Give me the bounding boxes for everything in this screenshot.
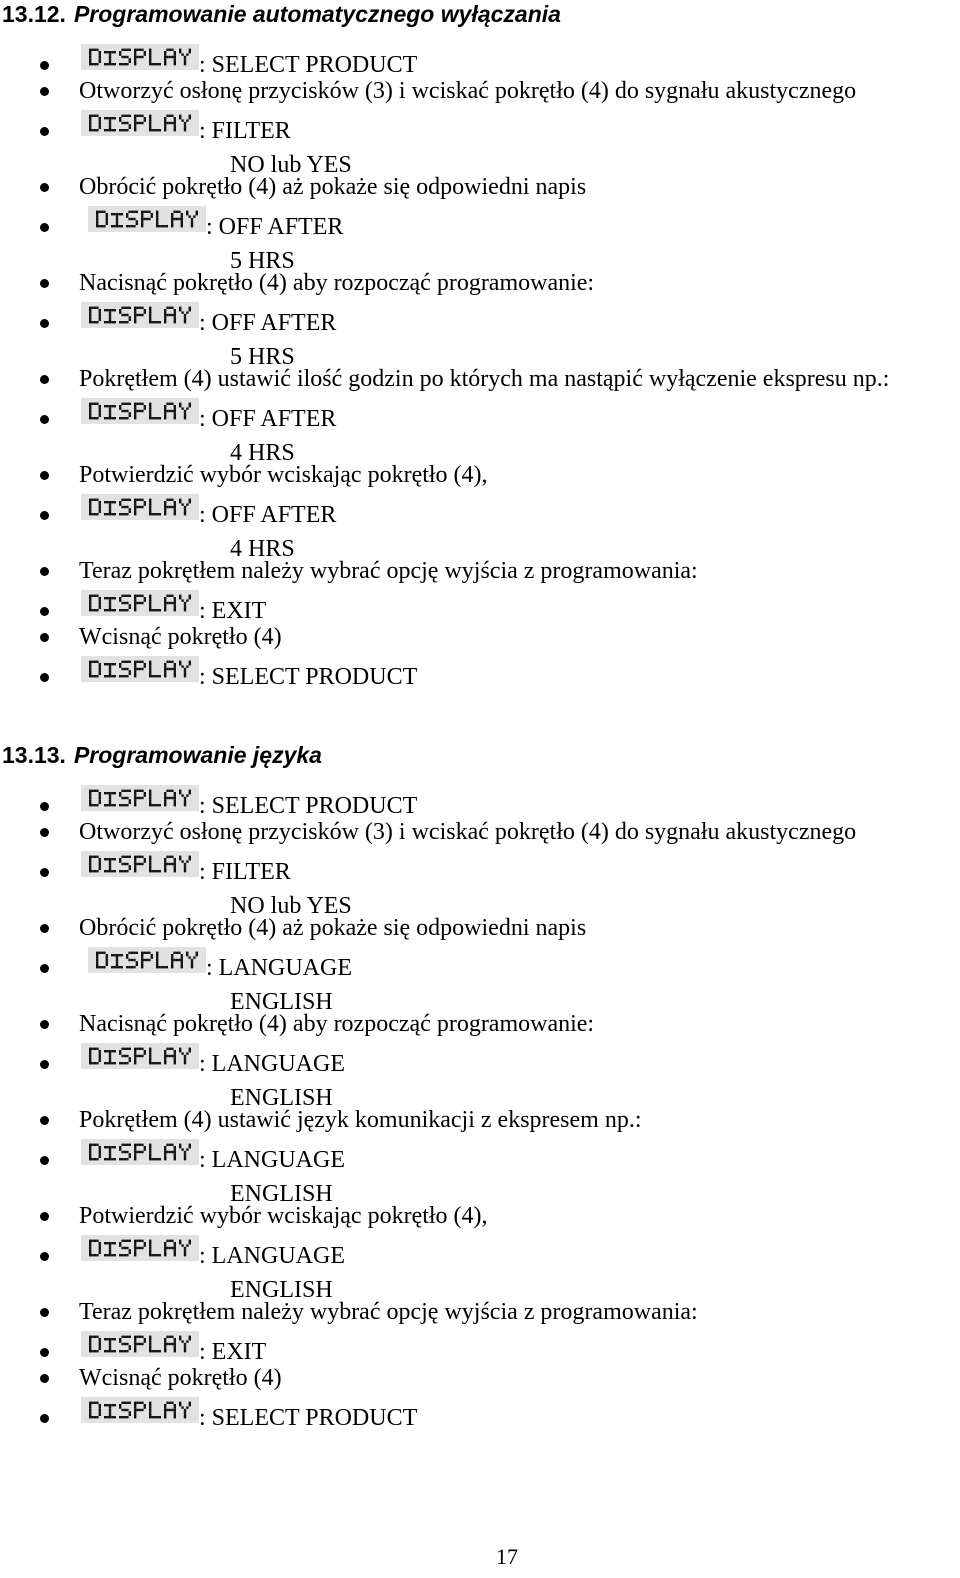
lcd-display-icon — [81, 1331, 199, 1357]
display-value: : OFF AFTER — [199, 406, 337, 432]
lcd-display-icon — [81, 851, 199, 877]
display-readout — [81, 656, 417, 692]
bullet — [40, 802, 49, 811]
display-readout — [81, 1331, 266, 1367]
page-number: 17 — [496, 1544, 518, 1569]
display-value: : FILTER — [199, 118, 291, 144]
bullet — [40, 319, 49, 328]
instruction-text: Nacisnąć pokrętło (4) aby rozpocząć programowanie: — [79, 1011, 595, 1037]
display-readout — [81, 1139, 345, 1175]
display-readout — [81, 1397, 417, 1433]
section-number: 13.12. — [2, 1, 66, 27]
bullet — [40, 1252, 49, 1261]
section-title: Programowanie języka — [73, 742, 322, 768]
display-readout — [81, 1043, 345, 1079]
instruction-text: Wcisnąć pokrętło (4) — [79, 624, 282, 650]
lcd-display-icon — [81, 1139, 199, 1165]
display-value: : LANGUAGE — [206, 955, 352, 981]
instruction-text: Obrócić pokrętło (4) aż pokaże się odpowiedni napis — [79, 915, 587, 941]
instruction-text: Otworzyć osłonę przycisków (3) i wciskać pokrętło (4) do sygnału akustycznego — [79, 819, 857, 845]
display-readout — [81, 785, 417, 821]
lcd-display-icon — [81, 1397, 199, 1423]
section-title: Programowanie automatycznego wyłączania — [73, 1, 561, 27]
bullet — [40, 415, 49, 424]
bullet — [40, 127, 49, 136]
instruction-text: Pokrętłem (4) ustawić język komunikacji z ekspresem np.: — [79, 1107, 642, 1133]
bullet — [40, 673, 49, 682]
lcd-display-icon — [81, 302, 199, 328]
display-second-line: NO lub YES — [230, 152, 352, 178]
display-value: : OFF AFTER — [199, 310, 337, 336]
display-value: : SELECT PRODUCT — [199, 1405, 418, 1431]
display-second-line: ENGLISH — [230, 989, 333, 1015]
bullet — [40, 964, 49, 973]
display-value: : SELECT PRODUCT — [199, 52, 418, 78]
lcd-display-icon — [88, 947, 206, 973]
bullet — [40, 1414, 49, 1423]
bullet — [40, 511, 49, 520]
bullet — [40, 87, 49, 96]
section-heading — [2, 0, 561, 28]
lcd-display-icon — [81, 494, 199, 520]
instruction-text: Nacisnąć pokrętło (4) aby rozpocząć programowanie: — [79, 270, 595, 296]
bullet — [40, 279, 49, 288]
bullet — [40, 1020, 49, 1029]
bullet — [40, 828, 49, 837]
bullet — [40, 567, 49, 576]
display-value: : EXIT — [199, 1339, 267, 1365]
display-second-line: 4 HRS — [230, 536, 295, 562]
display-value: : FILTER — [199, 859, 291, 885]
display-readout — [81, 851, 291, 887]
display-readout — [81, 110, 291, 146]
bullet — [40, 633, 49, 642]
bullet — [40, 1116, 49, 1125]
bullet — [40, 607, 49, 616]
bullet — [40, 183, 49, 192]
display-second-line: 5 HRS — [230, 248, 295, 274]
display-readout — [81, 1235, 345, 1271]
instruction-text: Pokrętłem (4) ustawić ilość godzin po których ma nastąpić wyłączenie ekspresu np.: — [79, 366, 890, 392]
display-value: : LANGUAGE — [199, 1051, 345, 1077]
bullet — [40, 1156, 49, 1165]
lcd-display-icon — [88, 206, 206, 232]
bullet — [40, 1060, 49, 1069]
display-readout — [81, 302, 336, 338]
display-value: : EXIT — [199, 598, 267, 624]
bullet — [40, 1374, 49, 1383]
lcd-display-icon — [81, 110, 199, 136]
bullet — [40, 471, 49, 480]
bullet — [40, 1348, 49, 1357]
display-readout — [81, 590, 266, 626]
instruction-text: Teraz pokrętłem należy wybrać opcję wyjścia z programowania: — [79, 1299, 698, 1325]
lcd-display-icon — [81, 398, 199, 424]
lcd-display-icon — [81, 656, 199, 682]
bullet — [40, 868, 49, 877]
section-number: 13.13. — [2, 742, 66, 768]
bullet — [40, 375, 49, 384]
lcd-display-icon — [81, 44, 199, 70]
display-second-line: 4 HRS — [230, 440, 295, 466]
display-readout — [88, 206, 343, 242]
display-second-line: ENGLISH — [230, 1085, 333, 1111]
lcd-display-icon — [81, 1235, 199, 1261]
bullet — [40, 223, 49, 232]
instruction-text: Wcisnąć pokrętło (4) — [79, 1365, 282, 1391]
instruction-text: Potwierdzić wybór wciskając pokrętło (4), — [79, 1203, 488, 1229]
bullet — [40, 924, 49, 933]
display-second-line: NO lub YES — [230, 893, 352, 919]
bullet — [40, 1308, 49, 1317]
section-heading — [2, 741, 322, 769]
display-readout — [81, 44, 417, 80]
display-second-line: ENGLISH — [230, 1181, 333, 1207]
display-value: : LANGUAGE — [199, 1243, 345, 1269]
display-second-line: 5 HRS — [230, 344, 295, 370]
bullet — [40, 61, 49, 70]
lcd-display-icon — [81, 785, 199, 811]
lcd-display-icon — [81, 1043, 199, 1069]
instruction-text: Teraz pokrętłem należy wybrać opcję wyjścia z programowania: — [79, 558, 698, 584]
instruction-text: Obrócić pokrętło (4) aż pokaże się odpowiedni napis — [79, 174, 587, 200]
display-readout — [81, 494, 336, 530]
display-value: : SELECT PRODUCT — [199, 664, 418, 690]
bullet — [40, 1212, 49, 1221]
display-value: : LANGUAGE — [199, 1147, 345, 1173]
display-second-line: ENGLISH — [230, 1277, 333, 1303]
display-value: : SELECT PRODUCT — [199, 793, 418, 819]
display-value: : OFF AFTER — [199, 502, 337, 528]
display-readout — [81, 398, 336, 434]
instruction-text: Otworzyć osłonę przycisków (3) i wciskać pokrętło (4) do sygnału akustycznego — [79, 78, 857, 104]
lcd-display-icon — [81, 590, 199, 616]
instruction-text: Potwierdzić wybór wciskając pokrętło (4), — [79, 462, 488, 488]
display-readout — [88, 947, 352, 983]
display-value: : OFF AFTER — [206, 214, 344, 240]
